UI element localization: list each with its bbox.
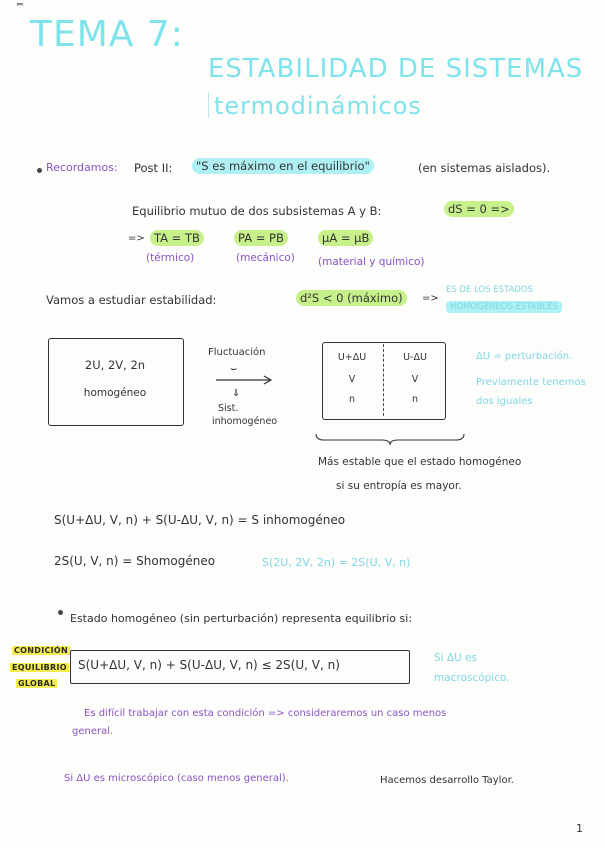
condicion-line1: CONDICIÓN — [14, 646, 69, 655]
material-eq-highlight: μA = μB — [318, 230, 373, 246]
taylor-text: Hacemos desarrollo Taylor. — [380, 775, 514, 786]
homogeneous-system-box — [48, 338, 184, 426]
mecanico-label: (mecánico) — [236, 252, 295, 264]
estado-homogeneo-text: Estado homogéneo (sin perturbación) representa equilibrio si: — [70, 612, 413, 625]
global-label — [16, 671, 57, 690]
subB-moles: n — [411, 394, 419, 405]
post-quote — [192, 159, 374, 173]
subA-energy: U+ΔU — [337, 352, 367, 363]
ds-zero-highlight: dS = 0 => — [444, 201, 514, 217]
homogeneous-label: homogéneo — [83, 387, 147, 399]
microscopico-text: Si ΔU es microscópico (caso menos general). — [64, 773, 289, 784]
subsystem-divider — [383, 344, 384, 416]
dificil-text-1: Es difícil trabajar con esta condición => consideraremos un caso menos — [84, 708, 447, 719]
global-condition-eq: S(U+ΔU, V, n) + S(U-ΔU, V, n) ≤ 2S(U, V, n) — [78, 658, 340, 672]
page-title-rest: ESTABILIDAD DE SISTEMAS — [208, 54, 584, 84]
mecanico-eq-highlight: PA = PB — [234, 230, 288, 246]
mecanico-eq — [234, 231, 288, 245]
subA-volume: V — [348, 374, 356, 385]
post-label: Post II: — [134, 161, 173, 175]
homogeneous-vars: 2U, 2V, 2n — [84, 358, 146, 372]
subB-energy: U-ΔU — [403, 352, 427, 363]
subB-volume: V — [411, 374, 419, 385]
post-quote-highlight: "S es máximo en el equilibrio" — [192, 158, 374, 174]
condicion-line3: GLOBAL — [18, 679, 56, 688]
fluct-arrow-icon — [214, 374, 276, 386]
page-number: 1 — [576, 822, 583, 835]
material-label: (material y químico) — [318, 256, 425, 268]
macro-note-1: Si ΔU es — [434, 652, 478, 664]
eq-homogeneo: 2S(U, V, n) = Shomogéneo — [54, 554, 216, 568]
fluct-squiggle-icon: ⌣ — [230, 362, 238, 375]
termico-label: (térmico) — [146, 252, 195, 264]
d2s-highlight: d²S < 0 (máximo) — [296, 290, 407, 306]
condicion-line2: EQUILIBRIO — [12, 663, 67, 672]
estudiar-note-1: ES DE LOS ESTADOS — [446, 285, 534, 295]
corner-mark: ⌐̶ — [16, 0, 24, 10]
sist-label: Sist. — [218, 403, 239, 414]
brace-icon — [314, 432, 466, 446]
dificil-text-2: general. — [72, 726, 114, 737]
subA-moles: n — [348, 394, 356, 405]
arrow-implies: => — [128, 233, 145, 244]
mas-estable-text: Más estable que el estado homogéneo — [318, 456, 522, 468]
down-arrow-icon: ⇓ — [232, 388, 241, 399]
estudiar-note-2-highlight: HOMOGÉNEOS ESTABLES — [446, 301, 562, 313]
equilibrio-text: Equilibrio mutuo de dos subsistemas A y B: — [132, 204, 382, 218]
termico-eq-highlight: TA = TB — [150, 230, 204, 246]
aislados-text: (en sistemas aislados). — [418, 161, 551, 175]
estudiar-arrow: => — [422, 293, 439, 304]
macro-note-2: macroscópico. — [434, 672, 510, 684]
page-title-line2: termodinámicos — [214, 92, 422, 120]
termico-eq — [150, 231, 204, 245]
eq-inhomogeneo: S(U+ΔU, V, n) + S(U-ΔU, V, n) = S inhomogéneo — [54, 513, 346, 527]
perturbacion-note: ΔU = perturbación. — [476, 351, 573, 362]
estudiar-text: Vamos a estudiar estabilidad: — [46, 293, 217, 307]
title-divider — [208, 92, 209, 118]
estudiar-note-2 — [446, 302, 562, 312]
entropia-mayor-text: si su entropía es mayor. — [336, 480, 462, 492]
page-title — [30, 14, 184, 55]
d2s-condition — [296, 291, 407, 305]
bullet-1 — [37, 168, 42, 173]
bullet-2 — [58, 610, 63, 615]
recordamos-label: Recordamos: — [46, 161, 118, 174]
iguales-note: dos iguales — [476, 396, 533, 407]
previamente-note: Previamente tenemos — [476, 377, 586, 388]
fluctuacion-label: Fluctuación — [208, 347, 266, 358]
eq-extensive-note: S(2U, 2V, 2n) = 2S(U, V, n) — [262, 556, 411, 569]
title-main: TEMA 7: — [30, 14, 184, 55]
ds-zero — [444, 202, 514, 216]
inhomogeneo-label: inhomogéneo — [212, 416, 278, 427]
material-eq — [318, 231, 373, 245]
